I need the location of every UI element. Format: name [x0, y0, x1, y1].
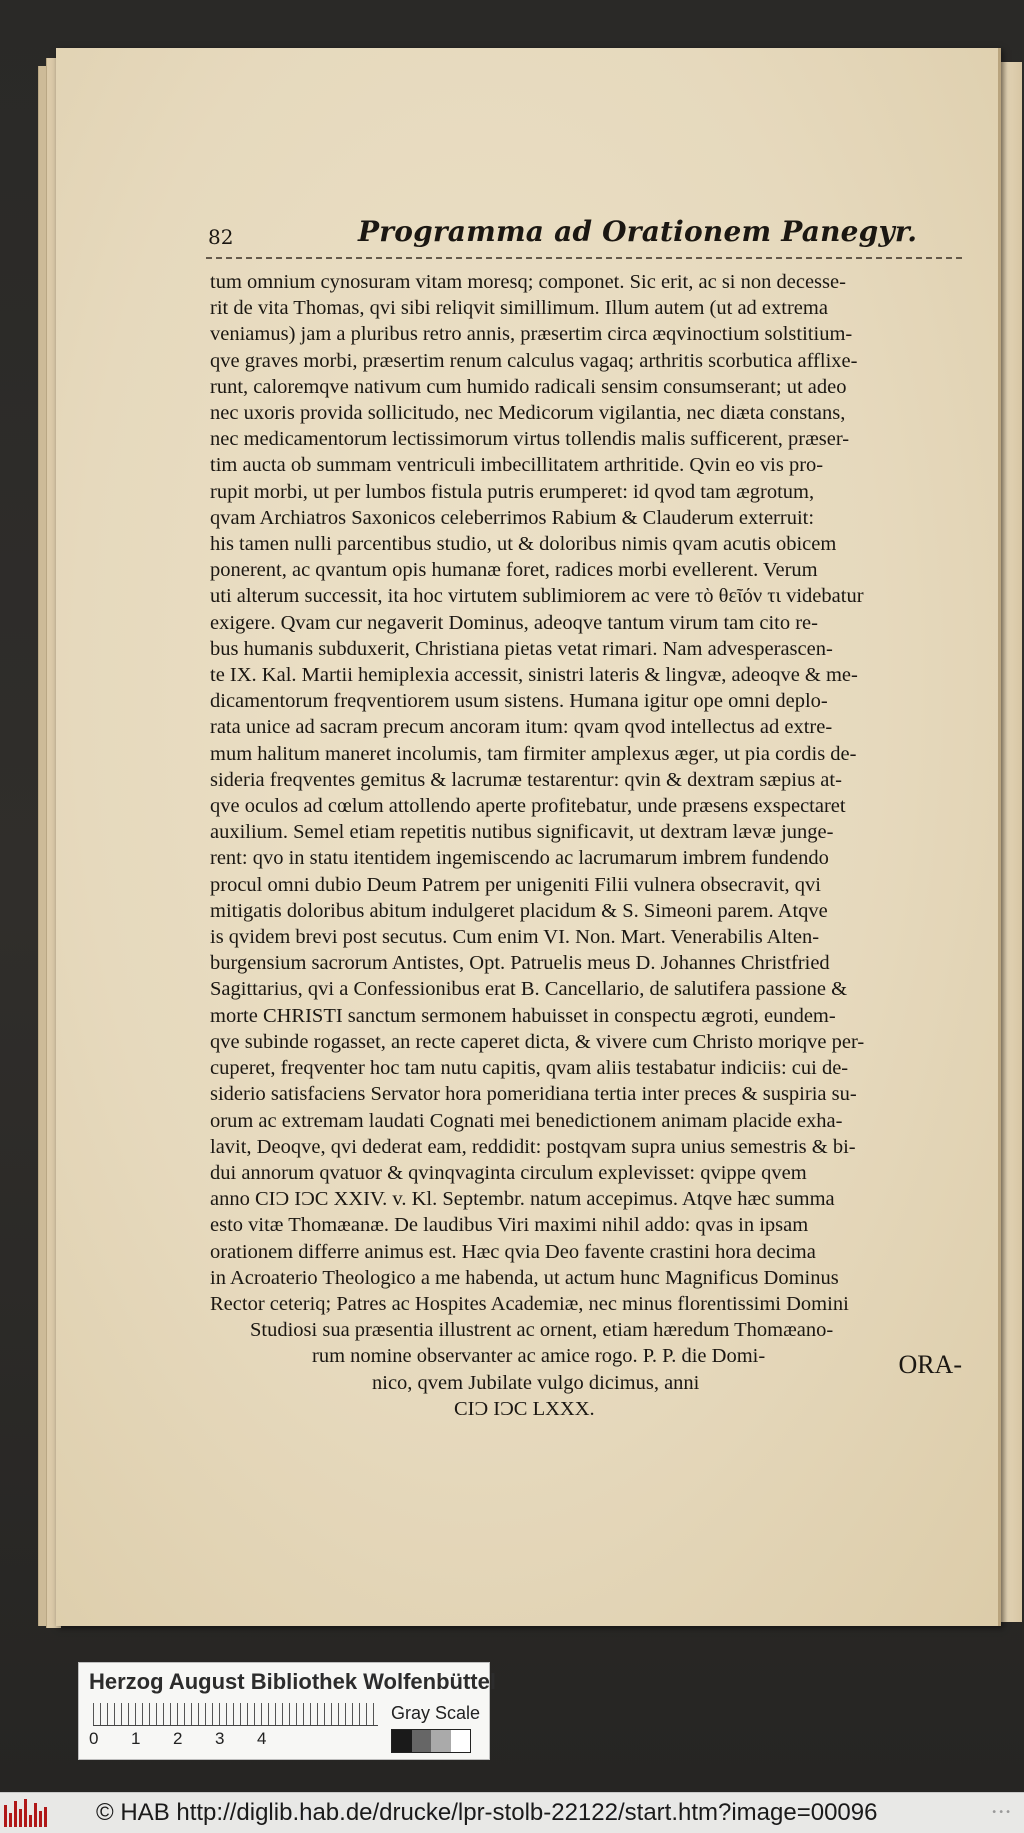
page-content: [196, 215, 966, 1422]
text-line: dicamentorum freqventiorem usum sistens. Humana igitur ope omni deplo-: [210, 690, 828, 713]
scanned-page: [56, 48, 1001, 1626]
running-head: [196, 215, 966, 257]
ruler-labels: [89, 1729, 389, 1751]
text-line: Sagittarius, qvi a Confessionibus erat B. Cancellario, de salutifera passione &: [210, 978, 848, 1001]
ruler-number: 2: [173, 1729, 183, 1748]
logo-bar: [34, 1803, 37, 1827]
logo-bar: [29, 1815, 32, 1827]
text-line: cuperet, freqventer hoc tam nutu capitis, qvam aliis testabatur indiciis: cui de-: [210, 1057, 849, 1080]
text-line: auxilium. Semel etiam repetitis nutibus significavit, ut dextram lævæ junge-: [210, 821, 834, 844]
text-line: burgensium sacrorum Antistes, Opt. Patruelis meus D. Johannes Christfried: [210, 952, 830, 975]
text-line: procul omni dubio Deum Patrem per unigeniti Filii vulnera obsecravit, qvi: [210, 873, 821, 896]
text-line: in Acroaterio Theologico a me habenda, ut actum hunc Magnificus Dominus: [210, 1266, 839, 1289]
gray-scale-label: Gray Scale: [391, 1703, 481, 1723]
text-line: te IX. Kal. Martii hemiplexia accessit, sinistri lateris & lingvæ, adeoqve & me-: [210, 664, 858, 687]
plate-title: Herzog August Bibliothek Wolfenbüttel: [89, 1669, 496, 1694]
logo-bar: [14, 1801, 17, 1827]
text-line: tim aucta ob summam ventriculi imbecillitatem arthritide. Qvin eo vis pro-: [210, 454, 824, 477]
text-line: qve graves morbi, præsertim renum calculus vagaq; arthritis scorbutica afflixe-: [210, 349, 858, 372]
gray-scale-swatches: [391, 1729, 471, 1753]
logo-bar: [24, 1799, 27, 1827]
text-line: esto vitæ Thomæanæ. De laudibus Viri maximi nihil addo: qvas in ipsam: [210, 1214, 809, 1237]
copyright-link[interactable]: © HAB http://diglib.hab.de/drucke/lpr-stolb-22122/start.htm?image=00096: [96, 1799, 878, 1826]
head-rule: [206, 257, 962, 267]
closing-line: rum nomine observanter ac amice rogo. P. P. die Domi-: [312, 1345, 766, 1368]
text-line: lavit, Deoqve, qvi dederat eam, reddidit: postqvam supra unius semestris & bi-: [210, 1135, 856, 1158]
closing-line: nico, qvem Jubilate vulgo dicimus, anni: [372, 1371, 700, 1394]
text-line: tum omnium cynosuram vitam moresq; componet. Sic erit, ac si non decesse-: [210, 271, 846, 293]
ruler-number: 1: [131, 1729, 141, 1748]
gray-swatch: [451, 1730, 471, 1752]
gray-swatch: [412, 1730, 432, 1752]
text-line: orum ac extremam laudati Cognati mei benedictionem animam placide exha-: [210, 1109, 843, 1132]
closing-line: Studiosi sua præsentia illustrent ac ornent, etiam hæredum Thomæano-: [250, 1319, 834, 1342]
logo-bar: [44, 1807, 47, 1827]
text-line: Rector ceteriq; Patres ac Hospites Academiæ, nec minus florentissimi Domini: [210, 1292, 849, 1315]
text-line: nec uxoris provida sollicitudo, nec Medicorum vigilantia, nec diæta constans,: [210, 402, 846, 425]
text-line: rit de vita Thomas, qvi sibi reliqvit simillimum. Illum autem (ut ad extrema: [210, 297, 828, 320]
text-line: anno CIƆ IƆC XXIV. v. Kl. Septembr. natum accepimus. Atqve hæc summa: [210, 1188, 835, 1211]
ruler-number: 0: [89, 1729, 99, 1748]
closing-line: CIƆ IƆC LXXX.: [454, 1397, 595, 1420]
catchword: ORA-: [898, 1350, 962, 1379]
text-line: qve subinde rogasset, an recte caperet dicta, & vivere cum Christo moriqve per-: [210, 1030, 865, 1053]
ruler-scale: [93, 1703, 378, 1726]
footer-bar: [0, 1792, 1024, 1833]
logo-bar: [19, 1809, 22, 1827]
text-line: mitigatis doloribus abitum indulgeret placidum & S. Simeoni parem. Atqve: [210, 899, 828, 922]
body-text: [210, 269, 950, 1422]
library-color-plate: [78, 1662, 496, 1760]
logo-bar: [39, 1811, 42, 1827]
text-line: his tamen nulli parcentibus studio, ut & doloribus nimis qvam acutis obicem: [210, 533, 837, 556]
text-line: exigere. Qvam cur negaverit Dominus, adeoqve tantum virum tam cito re-: [210, 611, 818, 634]
text-line: dui annorum qvatuor & qvinqvaginta circulum explevisset: qvippe qvem: [210, 1161, 807, 1184]
text-line: qve oculos ad cœlum attollendo aperte profitebatur, unde præsens exspectaret: [210, 795, 846, 818]
text-line: rupit morbi, ut per lumbos fistula putris erumperet: id qvod tam ægrotum,: [210, 480, 815, 503]
text-line: is qvidem brevi post secutus. Cum enim VI. Non. Mart. Venerabilis Alten-: [210, 926, 820, 949]
text-line: uti alterum successit, ita hoc virtutem sublimiorem ac vere τὸ θεῖόν τι videbatur: [210, 585, 864, 608]
text-line: nec medicamentorum lectissimorum virtus tollendis malis sufficerent, præser-: [210, 428, 850, 451]
text-line: sideria freqventes gemitus & lacrumæ testarentur: qvin & dextram sæpius at-: [210, 768, 842, 791]
ruler-number: 4: [257, 1729, 267, 1748]
text-line: rent: qvo in statu itentidem ingemiscendo ac lacrumarum imbrem fundendo: [210, 847, 829, 870]
text-line: runt, caloremqve nativum cum humido radicali sensim consumserant; ut adeo: [210, 375, 847, 398]
text-line: siderio satisfaciens Servator hora pomeridiana tertia inter preces & suspiria su-: [210, 1083, 857, 1106]
logo-bar: [4, 1805, 7, 1827]
text-line: bus humanis subduxerit, Christiana pietas vetat rimari. Nam advesperascen-: [210, 637, 833, 660]
text-line: mum halitum maneret incolumis, tam firmiter amplexus æger, ut pia cordis de-: [210, 742, 857, 765]
text-line: ponerent, ac qvantum opis humanæ foret, radices morbi evellerent. Verum: [210, 559, 818, 582]
page-number: 82: [208, 225, 234, 249]
text-line: orationem differre animus est. Hæc qvia Deo favente crastini hora decima: [210, 1240, 816, 1263]
gray-swatch: [431, 1730, 451, 1752]
running-head-title: Programma ad Orationem Panegyr.: [358, 215, 918, 248]
gray-swatch: [392, 1730, 412, 1752]
text-line: rata unice ad sacram precum ancoram itum: qvam qvod intellectus ad extre-: [210, 716, 833, 739]
text-line: morte CHRISTI sanctum sermonem habuisset in conspectu ægroti, eundem-: [210, 1004, 836, 1027]
logo-bar: [9, 1813, 12, 1827]
text-line: veniamus) jam a pluribus retro annis, præsertim circa æqvinoctium solstitium-: [210, 323, 853, 346]
text-line: qvam Archiatros Saxonicos celeberrimos Rabium & Clauderum exterruit:: [210, 506, 815, 529]
ruler-number: 3: [215, 1729, 225, 1748]
hab-logo-icon: [4, 1799, 48, 1827]
more-icon[interactable]: •••: [991, 1807, 1012, 1818]
